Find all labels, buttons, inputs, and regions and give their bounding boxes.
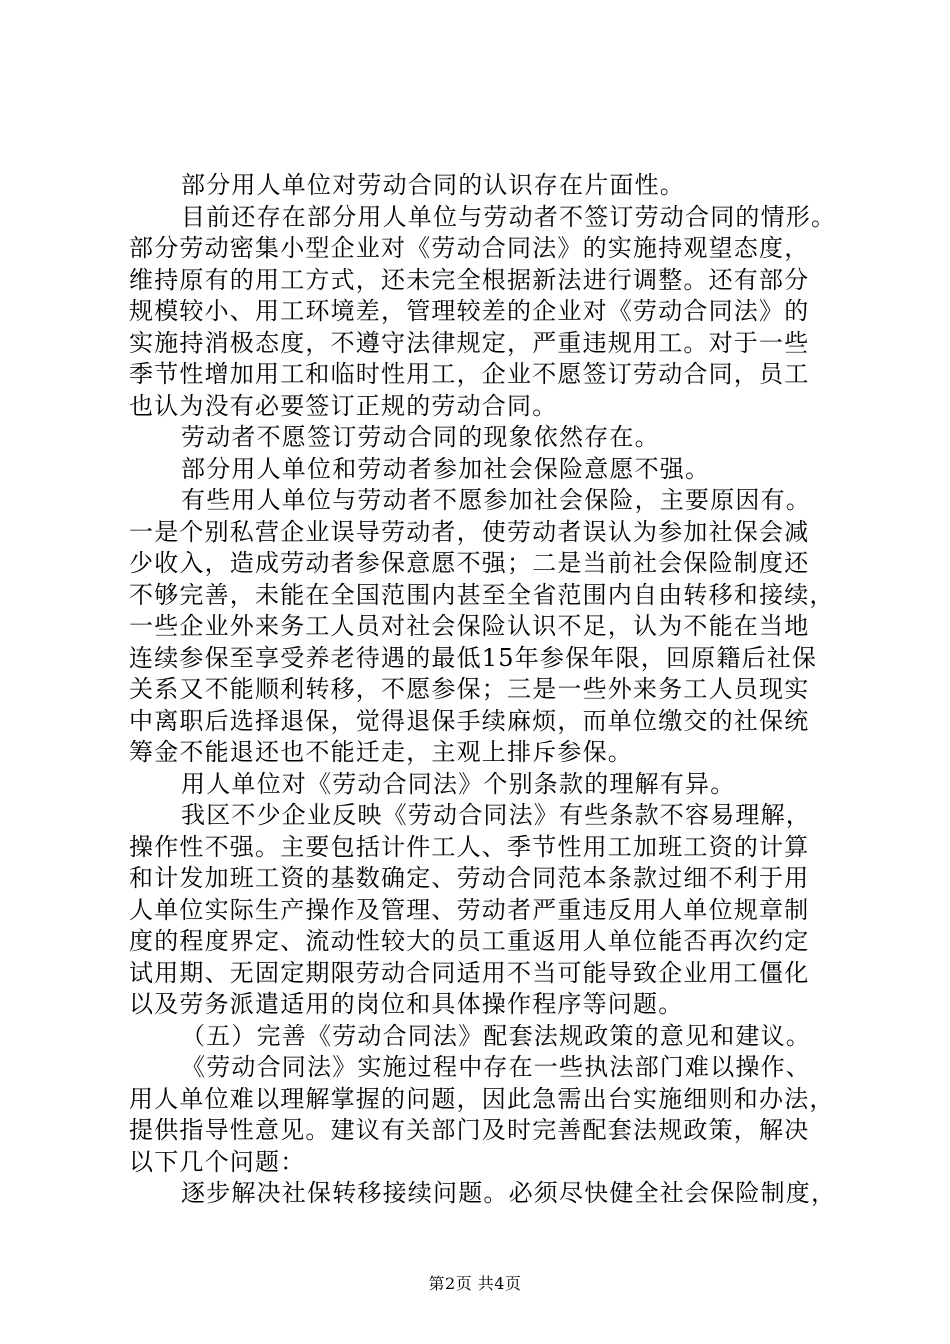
document-body [129, 170, 841, 1210]
text-line: 部分用人单位和劳动者参加社会保险意愿不强。 [181, 454, 711, 483]
text-line: 规模较小、用工环境差，管理较差的企业对《劳动合同法》的 [129, 297, 810, 325]
text-line: 和计发加班工资的基数确定、劳动合同范本条款过细不利于用 [129, 864, 810, 892]
text-line: 用人单位对《劳动合同法》个别条款的理解有异。 [181, 769, 736, 798]
text-line: 关系又不能顺利转移，不愿参保；三是一些外来务工人员现实 [129, 675, 810, 703]
text-line: 部分劳动密集小型企业对《劳动合同法》的实施持观望态度， [129, 234, 810, 262]
text-line: 一些企业外来务工人员对社会保险认识不足，认为不能在当地 [129, 612, 810, 640]
text-line: 《劳动合同法》实施过程中存在一些执法部门难以操作、 [181, 1053, 811, 1081]
text-line: 用人单位难以理解掌握的问题，因此急需出台实施细则和办法， [129, 1084, 835, 1113]
text-line: 部分用人单位对劳动合同的认识存在片面性。 [181, 171, 685, 199]
text-line: 筹金不能退还也不能迁走，主观上排斥参保。 [129, 738, 633, 766]
text-line: 也认为没有必要签订正规的劳动合同。 [129, 391, 558, 420]
text-line: 逐步解决社保转移接续问题。必须尽快健全社会保险制度， [181, 1179, 837, 1207]
text-line: 实施持消极态度，不遵守法律规定，严重违规用工。对于一些 [129, 328, 810, 357]
text-line: 以及劳务派遣适用的岗位和具体操作程序等问题。 [129, 990, 684, 1018]
text-line: 劳动者不愿签订劳动合同的现象依然存在。 [181, 423, 660, 451]
text-line: 维持原有的用工方式，还未完全根据新法进行调整。还有部分 [129, 265, 810, 294]
text-line: 提供指导性意见。建议有关部门及时完善配套法规政策，解决 [129, 1116, 810, 1144]
text-line: 不够完善，未能在全国范围内甚至全省范围内自由转移和接续， [129, 580, 835, 609]
text-line: 人单位实际生产操作及管理、劳动者严重违反用人单位规章制 [129, 895, 810, 924]
text-line: 少收入，造成劳动者参保意愿不强；二是当前社会保险制度还 [129, 549, 810, 577]
text-line: 有些用人单位与劳动者不愿参加社会保险，主要原因有。 [181, 486, 811, 514]
text-line: 度的程度界定、流动性较大的员工重返用人单位能否再次约定 [129, 927, 810, 955]
text-line: 目前还存在部分用人单位与劳动者不签订劳动合同的情形。 [181, 202, 837, 231]
page-footer: 第2页 共4页 [428, 1274, 522, 1293]
text-line: 中离职后选择退保，觉得退保手续麻烦，而单位缴交的社保统 [129, 706, 810, 735]
text-line: 我区不少企业反映《劳动合同法》有些条款不容易理解， [181, 801, 811, 829]
text-line: 以下几个问题： [129, 1147, 306, 1176]
text-line: 一是个别私营企业误导劳动者，使劳动者误认为参加社保会减 [129, 517, 810, 546]
text-line: 连续参保至享受养老待遇的最低15年参保年限，回原籍后社保 [129, 643, 818, 672]
text-line: 操作性不强。主要包括计件工人、季节性用工加班工资的计算 [129, 832, 810, 861]
text-line: 季节性增加用工和临时性用工，企业不愿签订劳动合同，员工 [129, 360, 810, 388]
text-line: （五）完善《劳动合同法》配套法规政策的意见和建议。 [181, 1021, 811, 1050]
text-line: 试用期、无固定期限劳动合同适用不当可能导致企业用工僵化 [129, 958, 810, 987]
